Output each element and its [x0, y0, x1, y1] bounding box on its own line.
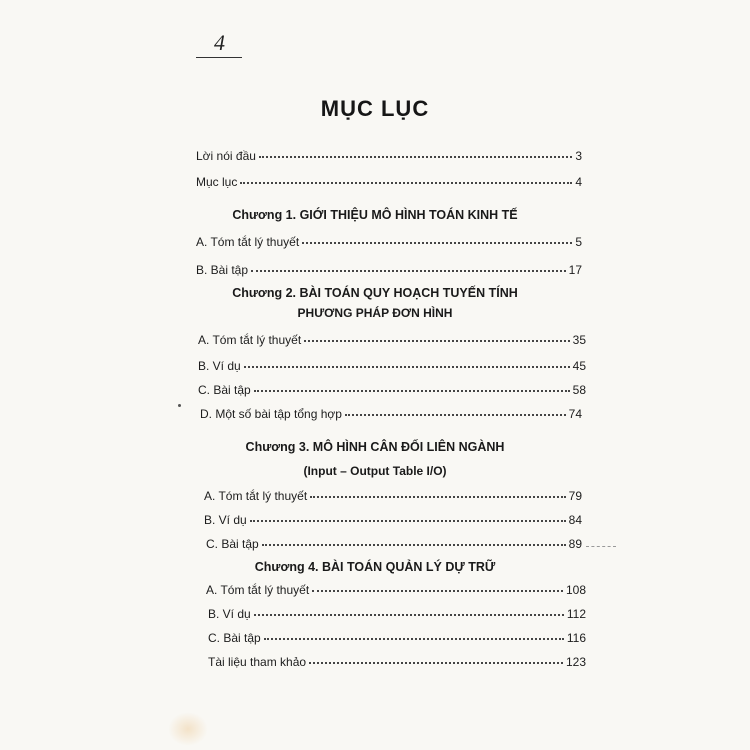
dot-leader [309, 652, 563, 664]
dot-leader [312, 580, 563, 592]
toc-entry-label: Mục lục [196, 175, 238, 189]
dot-leader [254, 604, 564, 616]
page-smudge [168, 712, 208, 746]
chapter-3-subheading: (Input – Output Table I/O) [303, 464, 447, 478]
toc-entry-ch4-c[interactable] [208, 630, 586, 645]
toc-entry-page: 35 [572, 333, 586, 347]
toc-entry-label: Lời nói đầu [196, 149, 256, 163]
toc-entry-page: 17 [568, 263, 582, 277]
toc-entry-ch1-b[interactable] [196, 262, 582, 277]
dot-leader [304, 330, 569, 342]
toc-entry-ch2-d[interactable] [200, 406, 582, 421]
toc-entry-loi-noi-dau[interactable] [196, 148, 582, 163]
scan-speck [178, 404, 181, 407]
toc-entry-ch3-b[interactable] [204, 512, 582, 527]
page-number-underline [196, 57, 242, 58]
toc-entry-ch3-c[interactable] [206, 536, 582, 551]
toc-entry-ch4-b[interactable] [208, 606, 586, 621]
toc-entry-label: C. Bài tập [206, 537, 259, 551]
dot-leader [264, 628, 564, 640]
dot-leader [259, 146, 572, 158]
toc-entry-ch4-a[interactable] [206, 582, 586, 597]
toc-entry-page: 84 [568, 513, 582, 527]
toc-entry-ch1-a[interactable] [196, 234, 582, 249]
toc-entry-label: C. Bài tập [208, 631, 261, 645]
toc-entry-ch2-c[interactable] [198, 382, 586, 397]
toc-entry-page: 89 [568, 537, 582, 551]
page-title: MỤC LỤC [320, 96, 430, 121]
toc-entry-label: D. Một số bài tập tổng hợp [200, 407, 342, 421]
toc-entry-label: A. Tóm tắt lý thuyết [204, 489, 308, 503]
toc-entry-page: 79 [568, 489, 582, 503]
chapter-1-heading[interactable]: Chương 1. GIỚI THIỆU MÔ HÌNH TOÁN KINH TẾ [232, 208, 518, 222]
toc-entry-label: A. Tóm tắt lý thuyết [198, 333, 302, 347]
chapter-4-heading[interactable]: Chương 4. BÀI TOÁN QUẢN LÝ DỰ TRỮ [254, 560, 496, 574]
toc-entry-label: A. Tóm tắt lý thuyết [196, 235, 300, 249]
page-number: 4 [214, 30, 225, 55]
toc-entry-muc-luc[interactable] [196, 174, 582, 189]
faint-scan-line [586, 546, 616, 547]
toc-entry-page: 58 [572, 383, 586, 397]
toc-entry-page: 45 [572, 359, 586, 373]
toc-entry-references[interactable] [208, 654, 586, 669]
toc-entry-label: B. Ví dụ [198, 359, 241, 373]
chapter-3-heading[interactable]: Chương 3. MÔ HÌNH CÂN ĐỐI LIÊN NGÀNH [245, 440, 505, 454]
toc-entry-label: B. Bài tập [196, 263, 249, 277]
toc-entry-page: 112 [566, 607, 586, 621]
dot-leader [310, 486, 565, 498]
toc-entry-page: 3 [575, 149, 582, 163]
toc-entry-page: 5 [575, 235, 582, 249]
toc-entry-page: 116 [566, 631, 586, 645]
toc-entry-page: 123 [565, 655, 586, 669]
toc-entry-label: Tài liệu tham khảo [208, 655, 307, 669]
dot-leader [345, 404, 566, 416]
dot-leader [244, 356, 570, 368]
toc-entry-label: A. Tóm tắt lý thuyết [206, 583, 310, 597]
dot-leader [254, 380, 570, 392]
toc-entry-label: B. Ví dụ [208, 607, 251, 621]
toc-entry-label: B. Ví dụ [204, 513, 247, 527]
toc-entry-ch2-b[interactable] [198, 358, 586, 373]
toc-entry-ch2-a[interactable] [198, 332, 586, 347]
dot-leader [302, 232, 572, 244]
dot-leader [262, 534, 566, 546]
toc-entry-page: 4 [575, 175, 582, 189]
toc-entry-ch3-a[interactable] [204, 488, 582, 503]
dot-leader [251, 260, 566, 272]
chapter-2-subheading: PHƯƠNG PHÁP ĐƠN HÌNH [297, 306, 453, 320]
toc-entry-page: 74 [568, 407, 582, 421]
toc-entry-label: C. Bài tập [198, 383, 251, 397]
chapter-2-heading[interactable]: Chương 2. BÀI TOÁN QUY HOẠCH TUYẾN TÍNH [232, 286, 518, 300]
dot-leader [240, 172, 572, 184]
toc-entry-page: 108 [565, 583, 586, 597]
dot-leader [250, 510, 566, 522]
